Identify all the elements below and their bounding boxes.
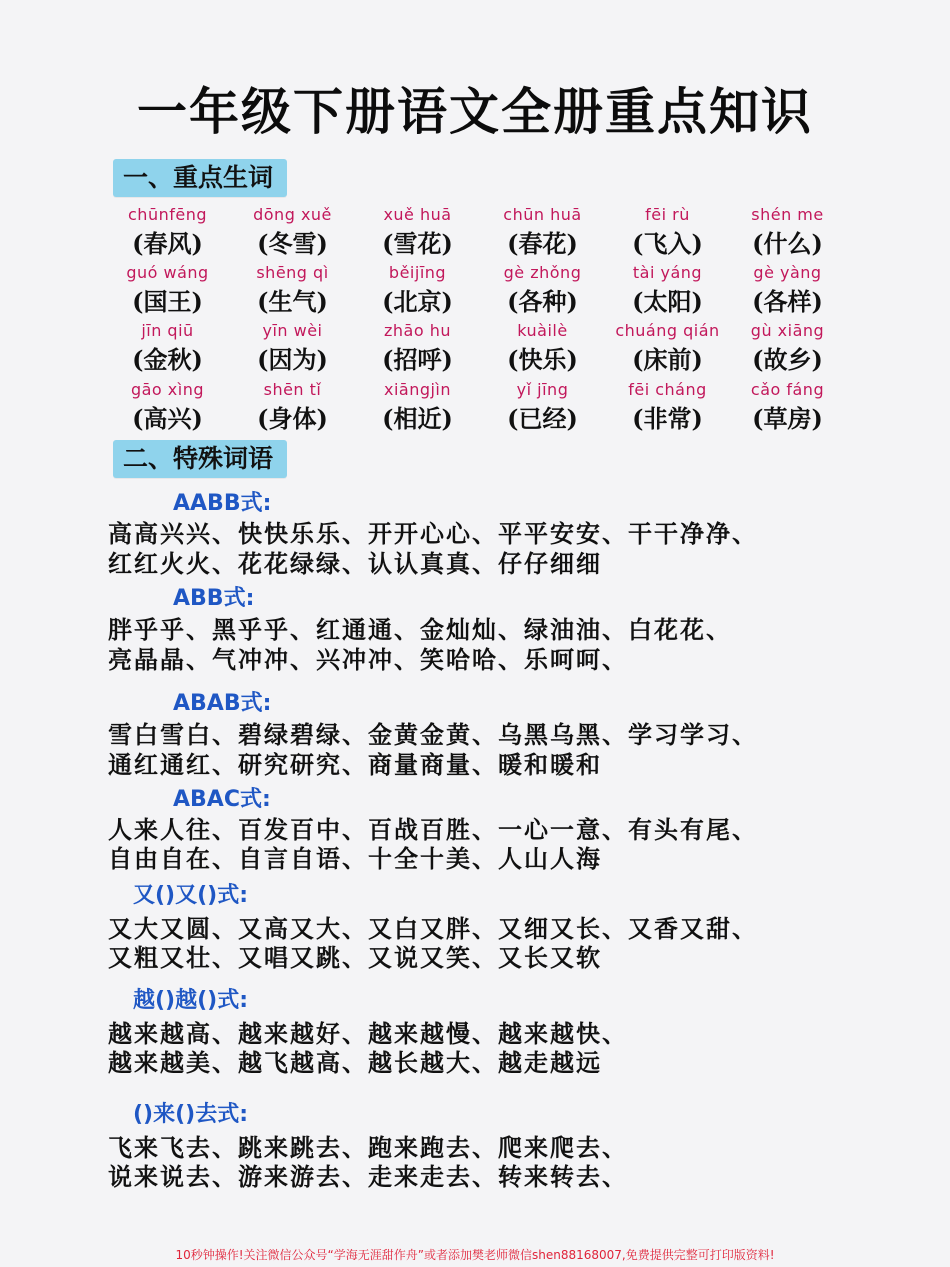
vocab-item [105, 319, 230, 377]
vocab-item [480, 203, 605, 261]
vocab-item [605, 203, 730, 261]
word: (国王) [132, 287, 203, 316]
pattern-label-aabb: AABB式: [173, 491, 272, 516]
section-heading-key-words: 一、重点生词 [113, 159, 287, 197]
word-line: 通红通红、研究研究、商量商量、暖和暖和 [108, 750, 602, 779]
word: (故乡) [752, 345, 823, 374]
vocab-item [605, 319, 730, 377]
vocab-item [355, 378, 480, 436]
vocab-row [105, 203, 845, 261]
pinyin: gè zhǒng [503, 263, 582, 282]
vocab-item [105, 261, 230, 319]
word: (已经) [507, 404, 578, 433]
vocab-item [480, 319, 605, 377]
word: (身体) [257, 404, 328, 433]
word: (草房) [752, 404, 823, 433]
pinyin: xiāngjìn [383, 380, 452, 399]
word: (春风) [132, 229, 203, 258]
word: (金秋) [132, 345, 203, 374]
word-line: 胖乎乎、黑乎乎、红通通、金灿灿、绿油油、白花花、 [108, 615, 732, 644]
pinyin: běijīng [388, 263, 447, 282]
word-line: 越来越美、越飞越高、越长越大、越走越远 [108, 1048, 602, 1077]
pinyin: fēi cháng [628, 380, 707, 399]
pinyin: tài yáng [632, 263, 703, 282]
word-line: 高高兴兴、快快乐乐、开开心心、平平安安、干干净净、 [108, 519, 758, 548]
vocab-item [230, 378, 355, 436]
pinyin: guó wáng [126, 263, 209, 282]
word: (因为) [257, 345, 328, 374]
word-line: 亮晶晶、气冲冲、兴冲冲、笑哈哈、乐呵呵、 [108, 645, 628, 674]
pinyin: gù xiāng [750, 321, 825, 340]
vocab-item [725, 378, 850, 436]
word: (北京) [382, 287, 453, 316]
pinyin: shén me [751, 205, 824, 224]
pinyin: jīn qiū [141, 321, 194, 340]
pinyin: kuàilè [517, 321, 568, 340]
vocab-item [230, 261, 355, 319]
word: (太阳) [632, 287, 703, 316]
vocab-item [355, 319, 480, 377]
pinyin: zhāo hu [384, 321, 451, 340]
pinyin: cǎo fáng [750, 380, 825, 399]
word: (什么) [752, 229, 823, 258]
word-line: 自由自在、自言自语、十全十美、人山人海 [108, 844, 602, 873]
vocab-item [605, 378, 730, 436]
vocab-item [725, 261, 850, 319]
pinyin: gè yàng [753, 263, 822, 282]
pinyin: xuě huā [383, 205, 452, 224]
vocab-row [105, 319, 845, 377]
vocab-row [105, 378, 845, 436]
vocab-item [480, 378, 605, 436]
word-line: 雪白雪白、碧绿碧绿、金黄金黄、乌黑乌黑、学习学习、 [108, 720, 758, 749]
pinyin: chuáng qián [615, 321, 720, 340]
word-line: 说来说去、游来游去、走来走去、转来转去、 [108, 1162, 628, 1191]
pattern-label-abab: ABAB式: [173, 691, 272, 716]
word: (非常) [632, 404, 703, 433]
pattern-label-abb: ABB式: [173, 586, 255, 611]
vocab-item [480, 261, 605, 319]
pattern-label-lai-qu: ()来()去式: [133, 1102, 249, 1127]
word: (冬雪) [257, 229, 328, 258]
pattern-label-yue-yue: 越()越()式: [133, 988, 249, 1013]
word: (飞入) [632, 229, 703, 258]
footer-promo-text: 10秒钟操作!关注微信公众号“学海无涯甜作舟”或者添加樊老师微信shen88168007,免费提供完整可打印版资料! [175, 1248, 775, 1262]
vocab-item [230, 203, 355, 261]
vocab-item [355, 261, 480, 319]
pinyin: shēng qì [256, 263, 329, 282]
word: (生气) [257, 287, 328, 316]
word: (高兴) [132, 404, 203, 433]
pinyin: chūn huā [503, 205, 582, 224]
word: (雪花) [382, 229, 453, 258]
word: (招呼) [382, 345, 453, 374]
word-line: 又大又圆、又高又大、又白又胖、又细又长、又香又甜、 [108, 914, 758, 943]
pattern-label-you-you: 又()又()式: [133, 883, 249, 908]
vocab-item [725, 203, 850, 261]
word-line: 越来越高、越来越好、越来越慢、越来越快、 [108, 1019, 628, 1048]
word-line: 人来人往、百发百中、百战百胜、一心一意、有头有尾、 [108, 815, 758, 844]
vocab-row [105, 261, 845, 319]
vocab-item [605, 261, 730, 319]
pinyin: yǐ jīng [516, 380, 569, 399]
word-line: 飞来飞去、跳来跳去、跑来跑去、爬来爬去、 [108, 1133, 628, 1162]
pinyin: yīn wèi [262, 321, 323, 340]
vocab-item [105, 378, 230, 436]
word: (快乐) [507, 345, 578, 374]
page-title: 一年级下册语文全册重点知识 [137, 83, 813, 141]
vocab-item [355, 203, 480, 261]
vocab-item [230, 319, 355, 377]
pinyin: shēn tǐ [263, 380, 322, 399]
pinyin: fēi rù [645, 205, 690, 224]
pinyin: gāo xìng [130, 380, 205, 399]
pinyin: dōng xuě [253, 205, 332, 224]
word: (各种) [507, 287, 578, 316]
word-line: 红红火火、花花绿绿、认认真真、仔仔细细 [108, 549, 602, 578]
pattern-label-abac: ABAC式: [173, 787, 271, 812]
vocab-item [725, 319, 850, 377]
word: (相近) [382, 404, 453, 433]
vocab-item [105, 203, 230, 261]
word: (各样) [752, 287, 823, 316]
pinyin: chūnfēng [128, 205, 207, 224]
word: (春花) [507, 229, 578, 258]
word-line: 又粗又壮、又唱又跳、又说又笑、又长又软 [108, 943, 602, 972]
word: (床前) [632, 345, 703, 374]
section-heading-special-words: 二、特殊词语 [113, 440, 287, 478]
